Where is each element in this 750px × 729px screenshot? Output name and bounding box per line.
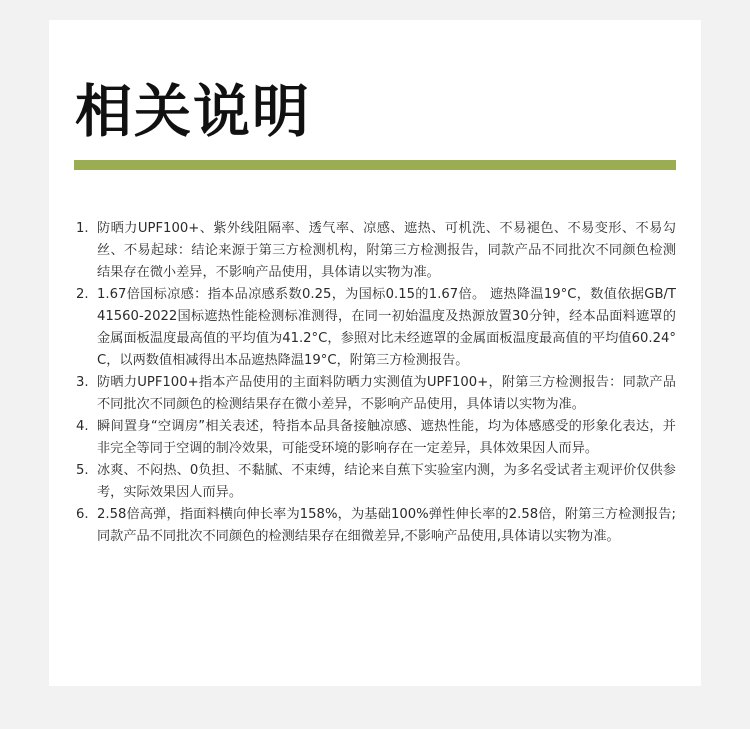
notes-list [76, 218, 676, 548]
page-title: 相关说明 [75, 79, 311, 145]
note-number: 4. [76, 419, 89, 434]
content-card [49, 20, 701, 686]
note-number: 6. [76, 507, 89, 522]
note-text: 1.67倍国标凉感：指本品凉感系数0.25，为国标0.15的1.67倍。 遮热降温19°C，数值依据GB/T 41560-2022国标遮热性能检测标准测得，在同一初始温度及热源放置30分钟，经本品面料遮罩的金属面板温度最高值的平均值为41.2°C，参照对比未经遮罩的金属面板温度最高值的平均值60.24°C，以两数值相减得出本品遮热降温19°C，附第三方检测报告。 [97, 287, 676, 368]
note-number: 3. [76, 375, 89, 390]
title-divider [74, 160, 676, 170]
note-item [76, 504, 676, 548]
note-item [76, 372, 676, 416]
note-number: 5. [76, 463, 89, 478]
note-text: 防晒力UPF100+指本产品使用的主面料防晒力实测值为UPF100+，附第三方检测报告：同款产品不同批次不同颜色的检测结果存在微小差异，不影响产品使用，具体请以实物为准。 [97, 375, 676, 412]
note-item [76, 416, 676, 460]
note-number: 1. [76, 221, 89, 236]
note-number: 2. [76, 287, 89, 302]
note-item [76, 284, 676, 372]
note-item [76, 460, 676, 504]
note-text: 瞬间置身“空调房”相关表述，特指本品具备接触凉感、遮热性能，均为体感感受的形象化表达，并非完全等同于空调的制冷效果，可能受环境的影响存在一定差异，具体效果因人而异。 [97, 419, 676, 456]
note-text: 防晒力UPF100+、紫外线阻隔率、透气率、凉感、遮热、可机洗、不易褪色、不易变形、不易勾丝、不易起球：结论来源于第三方检测机构，附第三方检测报告，同款产品不同批次不同颜色检测结果存在微小差异，不影响产品使用，具体请以实物为准。 [97, 221, 676, 280]
note-text: 2.58倍高弹，指面料横向伸长率为158%，为基础100%弹性伸长率的2.58倍，附第三方检测报告;同款产品不同批次不同颜色的检测结果存在细微差异,不影响产品使用,具体请以实物为准。 [97, 507, 676, 544]
note-item [76, 218, 676, 284]
note-text: 冰爽、不闷热、0负担、不黏腻、不束缚，结论来自蕉下实验室内测，为多名受试者主观评价仅供参考，实际效果因人而异。 [97, 463, 676, 500]
